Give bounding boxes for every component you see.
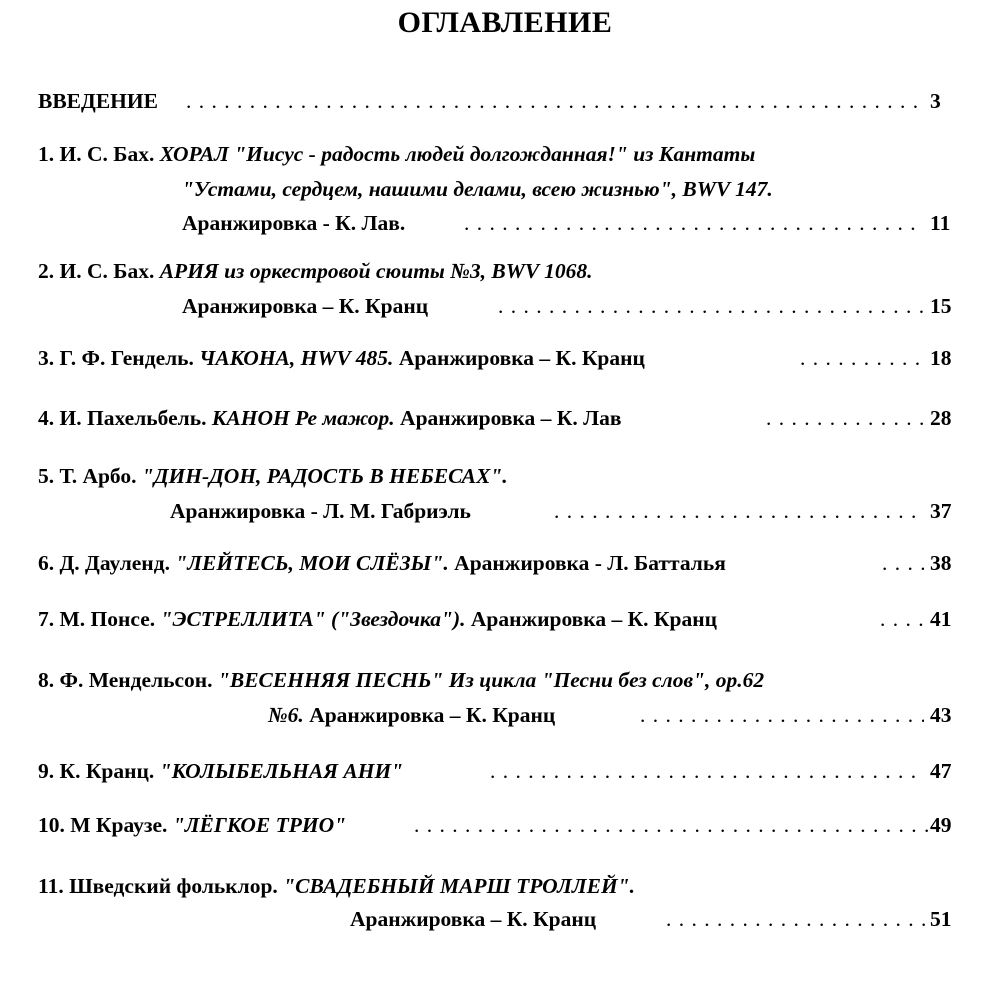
arrangement: Аранжировка – К. Кранц — [398, 346, 645, 370]
toc-entry-8-line2 — [268, 702, 555, 728]
composer: 8. Ф. Мендельсон. — [38, 668, 213, 692]
toc-entry-2-line1 — [38, 258, 593, 284]
toc-entry-11-line1 — [38, 873, 635, 899]
leader-dots — [766, 405, 928, 431]
toc-entry-7-line1 — [38, 606, 717, 632]
arrangement: Аранжировка – К. Кранц — [309, 703, 556, 727]
toc-entry-11-page: 51 — [930, 907, 952, 931]
toc-entry-5-page: 37 — [930, 499, 952, 523]
composer: 4. И. Пахельбель. — [38, 406, 207, 430]
page-title: ОГЛАВЛЕНИЕ — [397, 6, 613, 39]
composer: 3. Г. Ф. Гендель. — [38, 346, 194, 370]
toc-entry-8-line1 — [38, 667, 764, 693]
leader-dots — [882, 550, 924, 576]
composer: 9. К. Кранц. — [38, 759, 155, 783]
arrangement: Аранжировка – К. Кранц — [470, 607, 717, 631]
work-title: КАНОН Ре мажор. — [211, 406, 395, 430]
work-title: "СВАДЕБНЫЙ МАРШ ТРОЛЛЕЙ". — [283, 874, 635, 898]
leader-dots — [414, 812, 928, 838]
toc-entry-3-page: 18 — [930, 346, 952, 370]
composer: 1. И. С. Бах. — [38, 142, 155, 166]
toc-entry-5-arrangement: Аранжировка - Л. М. Габриэль — [170, 499, 471, 523]
leader-dots — [554, 498, 924, 524]
toc-entry-3-line1 — [38, 345, 645, 371]
toc-entry-10-line1 — [38, 812, 346, 838]
composer: 6. Д. Дауленд. — [38, 551, 170, 575]
toc-entry-10-page: 49 — [930, 813, 952, 837]
toc-entry-4-page: 28 — [930, 406, 952, 430]
toc-entry-5-line1 — [38, 463, 508, 489]
toc-entry-8-page: 43 — [930, 703, 952, 727]
toc-entry-9-page: 47 — [930, 759, 952, 783]
leader-dots — [490, 758, 924, 784]
work-title: АРИЯ из оркестровой сюиты №3, BWV 1068. — [159, 259, 593, 283]
toc-entry-9-line1 — [38, 758, 403, 784]
toc-entry-1-page: 11 — [930, 211, 951, 235]
toc-entry-2-arrangement: Аранжировка – К. Кранц — [182, 294, 429, 318]
leader-dots — [640, 702, 924, 728]
toc-intro-label: ВВЕДЕНИЕ — [38, 89, 158, 113]
work-title: ХОРАЛ "Иисус - радость людей долгожданная!" из Кантаты — [159, 142, 756, 166]
work-number: №6. — [268, 703, 304, 727]
toc-entry-2-page: 15 — [930, 294, 952, 318]
toc-entry-1-line1 — [38, 141, 755, 167]
leader-dots — [800, 345, 924, 371]
arrangement: Аранжировка - Л. Батталья — [454, 551, 726, 575]
work-title: "ЛЕЙТЕСЬ, МОИ СЛЁЗЫ". — [175, 551, 449, 575]
composer: 7. М. Понсе. — [38, 607, 156, 631]
leader-dots — [464, 210, 924, 236]
leader-dots — [498, 293, 924, 319]
composer: 2. И. С. Бах. — [38, 259, 155, 283]
work-title: ЧАКОНА, HWV 485. — [199, 346, 394, 370]
toc-entry-6-page: 38 — [930, 551, 952, 575]
composer: 10. М Краузе. — [38, 813, 168, 837]
arrangement: Аранжировка – К. Лав — [400, 406, 622, 430]
work-title: "ЭСТРЕЛЛИТА" ("Звездочка"). — [160, 607, 466, 631]
toc-intro-page: 3 — [930, 89, 941, 113]
toc-entry-1-arrangement: Аранжировка - К. Лав. — [182, 211, 406, 235]
leader-dots — [186, 88, 924, 114]
work-title: "ЛЁГКОЕ ТРИО" — [172, 813, 347, 837]
toc-entry-1-line2: "Устами, сердцем, нашими делами, всею жизнью", BWV 147. — [182, 177, 773, 201]
toc-entry-6-line1 — [38, 550, 726, 576]
work-title: "ДИН-ДОН, РАДОСТЬ В НЕБЕСАХ". — [141, 464, 508, 488]
work-title: "ВЕСЕННЯЯ ПЕСНЬ" Из цикла "Песни без слов", ор.62 — [217, 668, 765, 692]
toc-entry-7-page: 41 — [930, 607, 952, 631]
composer: 11. Шведский фольклор. — [38, 874, 278, 898]
work-title: "КОЛЫБЕЛЬНАЯ АНИ" — [159, 759, 404, 783]
leader-dots — [666, 906, 928, 932]
leader-dots — [880, 606, 928, 632]
toc-entry-4-line1 — [38, 405, 621, 431]
composer: 5. Т. Арбо. — [38, 464, 137, 488]
toc-entry-11-arrangement: Аранжировка – К. Кранц — [350, 907, 597, 931]
